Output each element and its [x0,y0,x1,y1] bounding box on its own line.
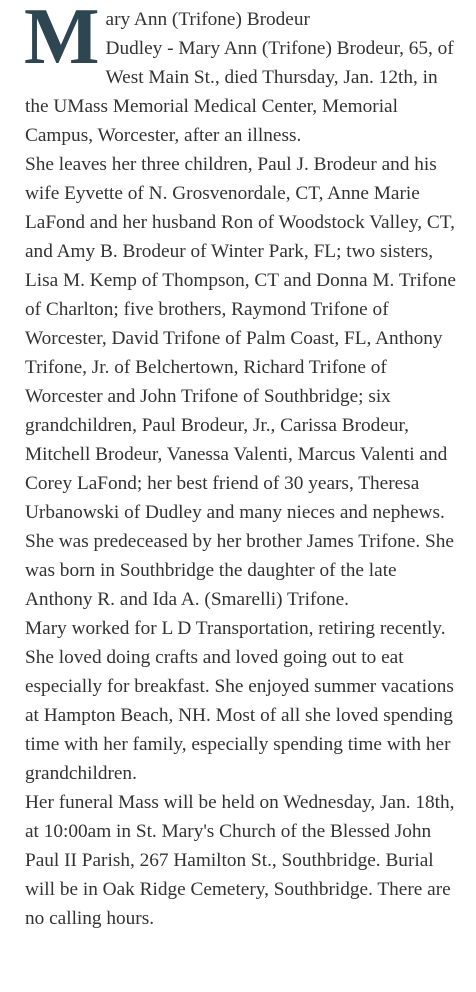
obituary-services-paragraph: Her funeral Mass will be held on Wednesday, Jan. 18th, at 10:00am in St. Mary's Church of the Blessed John Paul II Parish, 267 Hamilton St., Southbridge. Burial will be in Oak Ridge Cemetery, Southbridge. There are no calling hours. [25,792,455,929]
obituary-intro-text: Dudley - Mary Ann (Trifone) Brodeur, 65, of West Main St., died Thursday, Jan. 12th, in the UMass Memorial Medical Center, Memorial Campus, Worcester, after an illness. [25,38,454,146]
obituary-heading-paragraph [24,0,465,150]
cut-off-next-line [25,986,465,992]
obituary-survivors-paragraph: She leaves her three children, Paul J. Brodeur and his wife Eyvette of N. Grosvenordale, CT, Anne Marie LaFond and her husband Ron of Woodstock Valley, CT, and Amy B. Brodeur of Winter Park, FL; two sisters, Lisa M. Kemp of Thompson, CT and Donna M. Trifone of Charlton; five brothers, Raymond Trifone of Worcester, David Trifone of Palm Coast, FL, Anthony Trifone, Jr. of Belchertown, Richard Trifone of Worcester and John Trifone of Southbridge; six grandchildren, Paul Brodeur, Jr., Carissa Brodeur, Mitchell Brodeur, Vanessa Valenti, Marcus Valenti and Corey LaFond; her best friend of 30 years, Theresa Urbanowski of Dudley and many nieces and nephews. She was predeceased by her brother James Trifone. She was born in Southbridge the daughter of the late Anthony R. and Ida A. (Smarelli) Trifone. [25,154,456,610]
cut-off-line-glyphs [25,986,465,992]
obituary-name-heading: ary Ann (Trifone) Brodeur [105,9,310,30]
drop-cap-letter: M [24,0,100,81]
obituary-article [24,0,465,933]
obituary-life-paragraph: Mary worked for L D Transportation, retiring recently. She loved doing crafts and loved going out to eat especially for breakfast. She enjoyed summer vacations at Hampton Beach, NH. Most of all she loved spending time with her family, especially spending time with her grandchildren. [25,618,454,784]
